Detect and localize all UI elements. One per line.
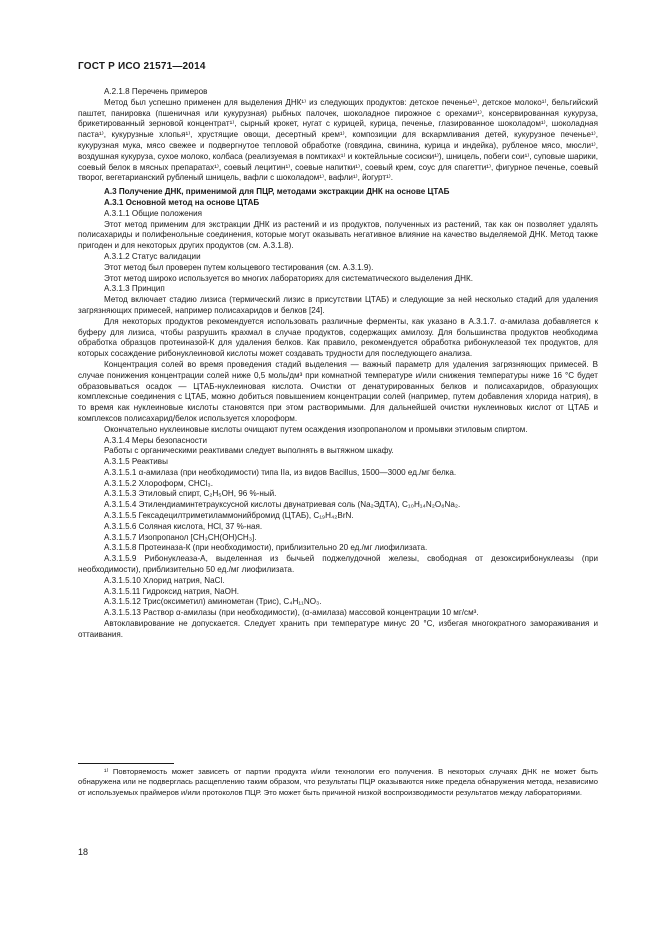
reagent-item: А.3.1.5.4 Этилендиаминтетрауксусной кислоты двунатриевая соль (Na₂ЭДТА), C₁₀H₁₄N₂O₈Na₂.	[104, 500, 461, 510]
subsection-heading: А.3.1.2 Статус валидации	[104, 251, 201, 261]
paragraph: Концентрация солей во время проведения стадий выделения — важный параметр для удаления загрязняющих примесей. В случае понижения концентрации солей ниже 0,5 моль/дм³ при комнатной температуре и/или снижения температуры ниже 16 °С будет образовываться осадок — ЦТАБ-нуклеиновая кислота. Очистки от денатурированных белков и полисахаридов, образующих комплексные соединения с ЦТАБ, можно добиться повышением концентрации солей (например, путем добавления хлорида натрия), в то время как нуклеиновые кислоты становятся при этом растворимыми. Для дальнейшей очистки нуклеиновых кислот от ЦТАБ и комплексов полисахарид/белок используется хлороформ.	[78, 359, 598, 423]
paragraph: Этот метод был проверен путем кольцевого тестирования (см. А.3.1.9).	[104, 262, 374, 272]
reagent-item: А.3.1.5.8 Протеиназа-К (при необходимости), приблизительно 20 ед./мг лиофилизата.	[104, 543, 428, 553]
paragraph: Метод был успешно применен для выделения ДНК¹⁾ из следующих продуктов: детское печенье¹⁾, детское молоко¹⁾, бельгийский паштет, панировка (пшеничная или кукурузная) рыбных палочек, шоколадное пирожное с орехами¹⁾, консервированная кукуруза, брикетированный зерновой концентрат¹⁾, сырный крокет, нугат с курицей, курица, печенье, глазированное шоколадом¹⁾, шоколадная паста¹⁾, кукурузные хлопья¹⁾, хрустящие овощи, десертный крем¹⁾, композиции для вскармливания детей, кукурузное печенье¹⁾, кукурузная мука, мясо свежее и подвергнутое тепловой обработке (говядина, свинина, курица и индейка), рубленое мясо, мюсли¹⁾, воздушная кукуруза, сухое молоко, колбаса (реализуемая в помтиках¹⁾ и коктейльные сосиски¹⁾), шницель, побеги сои¹⁾, суповые шарики, соевый белок в мясных препаратах¹⁾, соевый лецитин¹⁾, соевые напитки¹⁾, соевый крем, соус для спагетти¹⁾, фигурное печенье, соевый творог, вегетарианский рубленый шницель, вафли с шоколадом¹⁾, вафли¹⁾, йогурт¹⁾.	[78, 97, 598, 183]
subsection-heading: А.3.1.3 Принцип	[104, 284, 165, 294]
reagent-item: А.3.1.5.7 Изопропанол [CH₃CH(OH)CH₃].	[104, 532, 257, 542]
paragraph: Окончательно нуклеиновые кислоты очищают путем осаждения изопропанолом и промывки этиловым спиртом.	[104, 424, 528, 434]
reagent-item: А.3.1.5.2 Хлороформ, CHCl₃.	[104, 478, 213, 488]
reagent-item: А.3.1.5.3 Этиловый спирт, C₂H₅OH, 96 %-ный.	[104, 489, 277, 499]
footnote-text: ¹⁾ Повторяемость может зависеть от партии продукта и/или технологии его получения. В некоторых случаях ДНК не может быть обнаружена или не подверглась расщеплению таким образом, что результаты ПЦР оказываются ниже предела обнаружения метода, независимо от используемых праймеров и/или протоколов ПЦР. Это может быть причиной низкой воспроизводимости результатов между лабораториями.	[78, 767, 598, 797]
subsection-heading: А.3.1 Основной метод на основе ЦТАБ	[104, 197, 260, 207]
reagent-item: А.3.1.5.5 Гексадецилтриметиламмонийбромид (ЦТАБ), C₁₉H₄₂BrN.	[104, 511, 354, 521]
footnote	[78, 767, 598, 798]
reagent-item: А.3.1.5.1 α-амилаза (при необходимости) типа IIa, из видов Bacillus, 1500—3000 ед./мг белка.	[104, 467, 457, 477]
paragraph: Для некоторых продуктов рекомендуется использовать различные ферменты, как указано в А.3.1.7. α-амилаза добавляется к буферу для лизиса, чтобы разрушить крахмал в случае продуктов, содержащих амилозу. Для большинства продуктов необходима обработка образцов протеиназой-К для удаления белков. Как правило, рекомендуется обработка рибонуклеазой тех продуктов, для которых сосаждение рибонуклеиновой кислоты может создавать трудности для последующего анализа.	[78, 316, 598, 359]
paragraph: Метод включает стадию лизиса (термический лизис в присутствии ЦТАБ) и следующие за ней несколько стадий для удаления загрязняющих примесей, например полисахаридов и белков [24].	[78, 295, 598, 315]
document-body	[78, 87, 598, 641]
paragraph: Этот метод применим для экстракции ДНК из растений и из продуктов, полученных из растений, так как он позволяет удалять полисахариды и полифенольные соединения, которые могут оказывать негативное влияние на качество выделяемой ДНК. Метод также пригоден и для некоторых других продуктов (см. А.3.1.8).	[78, 219, 598, 251]
paragraph: Работы с органическими реактивами следует выполнять в вытяжном шкафу.	[104, 446, 394, 456]
document-header: ГОСТ Р ИСО 21571—2014	[78, 61, 206, 72]
reagent-item: А.3.1.5.11 Гидроксид натрия, NaOH.	[104, 586, 240, 596]
paragraph: Этот метод широко используется во многих лабораториях для систематического выделения ДНК.	[104, 273, 473, 283]
section-heading: А.3 Получение ДНК, применимой для ПЦР, методами экстракции ДНК на основе ЦТАБ	[104, 187, 450, 197]
subsection-heading: A.2.1.8 Перечень примеров	[104, 87, 208, 96]
reagent-item: А.3.1.5.10 Хлорид натрия, NaCl.	[104, 575, 225, 585]
reagent-item: А.3.1.5.9 Рибонуклеаза-А, выделенная из бычьей поджелудочной железы, свободная от дезоксирибонуклеазы (при необходимости), приблизительно 50 ед./мг лиофилизата.	[78, 554, 598, 575]
reagent-item: А.3.1.5.6 Соляная кислота, HCl, 37 %-ная.	[104, 521, 263, 531]
reagent-item: А.3.1.5.12 Трис(оксиметил) аминометан (Трис), C₄H₁₁NO₃.	[104, 597, 322, 607]
reagent-item: А.3.1.5.13 Раствор α-амилазы (при необходимости), (α-амилаза) массовой концентрации 10 мг/см³.	[104, 608, 479, 618]
page-number: 18	[78, 847, 89, 857]
paragraph: Автоклавирование не допускается. Следует хранить при температуре минус 20 °С, избегая многократного замораживания и оттаивания.	[78, 619, 598, 639]
footnote-divider	[78, 763, 174, 764]
subsection-heading: А.3.1.5 Реактивы	[104, 457, 168, 467]
subsection-heading: А.3.1.1 Общие положения	[104, 208, 202, 218]
subsection-heading: А.3.1.4 Меры безопасности	[104, 435, 207, 445]
